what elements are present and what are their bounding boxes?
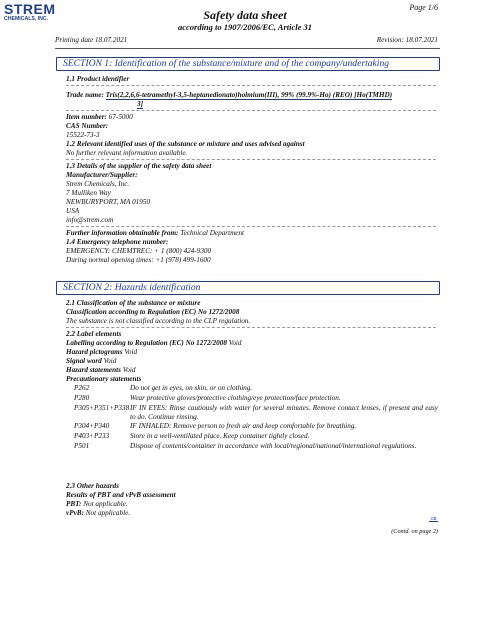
- supplier-heading: 1.3 Details of the supplier of the safety data sheet: [66, 162, 212, 170]
- divider: [66, 226, 436, 227]
- divider: [66, 110, 436, 111]
- statement-code: P403+P233: [74, 432, 110, 441]
- statement-code: P304+P340: [74, 422, 110, 431]
- precautionary-heading: Precautionary statements: [66, 375, 142, 383]
- table-row: [74, 442, 438, 451]
- page-number: Page 1/6: [409, 3, 438, 12]
- opening-hours-number: During normal opening times: +1 (978) 499-1600: [66, 256, 211, 264]
- uses-text: No further relevant information available.: [66, 149, 188, 157]
- other-hazards-heading: 2.3 Other hazards: [66, 482, 119, 490]
- manufacturer-label: Manufacturer/Supplier:: [66, 171, 138, 179]
- vpvb-row: [66, 509, 438, 518]
- cas-value: 15522-73-3: [66, 131, 100, 139]
- logo-wordmark: STREM: [4, 1, 56, 17]
- statement-code: P305+P351+P338: [74, 403, 130, 412]
- further-info-value: Technical Department: [180, 229, 245, 237]
- signal-word-value: Void: [103, 357, 117, 365]
- email-link[interactable]: info@strem.com: [66, 216, 114, 224]
- trade-name-label: Trade name:: [66, 91, 104, 99]
- statement-text: Store in a well-ventilated place. Keep container tightly closed.: [130, 432, 310, 441]
- company-name: Strem Chemicals, Inc.: [66, 180, 130, 188]
- signal-word-row: [66, 357, 438, 366]
- header-divider: [55, 48, 440, 49]
- logo-subtitle: CHEMICALS, INC.: [4, 16, 49, 22]
- statement-text: Dispose of contents/container in accordance with local/regional/national/international regulations.: [130, 441, 417, 450]
- table-row: [74, 432, 438, 441]
- street-address: 7 Mulliken Way: [66, 189, 111, 197]
- pictograms-value: Void: [124, 348, 138, 356]
- section1-heading: SECTION 1: Identification of the substance/mixture and of the company/undertaking: [56, 57, 440, 71]
- document-title: Safety data sheet: [203, 8, 287, 22]
- hazard-statements-row: [66, 366, 438, 375]
- statement-text: Wear protective gloves/protective clothing/eye protection/face protection.: [130, 393, 341, 402]
- language-code: GB: [430, 516, 437, 521]
- classification-regulation: Classification according to Regulation (EC) No 1272/2008: [66, 308, 240, 316]
- classification-heading: 2.1 Classification of the substance or mixture: [66, 299, 201, 307]
- trade-name-continuation: 3]: [137, 100, 143, 108]
- document-subtitle: according to 1907/2006/EC, Article 31: [177, 22, 313, 32]
- item-number-label: Item number:: [66, 113, 107, 121]
- table-row: [74, 404, 438, 422]
- emergency-heading: 1.4 Emergency telephone number:: [66, 238, 169, 246]
- vpvb-label: vPvB:: [66, 509, 84, 517]
- cas-label: CAS Number:: [66, 122, 109, 130]
- table-row: [74, 422, 438, 431]
- printing-date: Printing date 18.07.2021: [55, 36, 128, 44]
- revision-date: Revision: 18.07.2021: [376, 36, 438, 44]
- statement-code: P280: [74, 393, 90, 402]
- pbt-row: [66, 500, 438, 509]
- pictograms-row: [66, 348, 438, 357]
- table-row: [74, 384, 438, 393]
- table-row: [74, 394, 438, 403]
- divider: [66, 159, 436, 160]
- labelling-label: Labelling according to Regulation (EC) No 1272/2008: [66, 339, 227, 347]
- hazard-statements-value: Void: [122, 366, 136, 374]
- item-number-value: 67-5000: [108, 113, 133, 121]
- classification-text: The substance is not classified according to the CLP regulation.: [66, 317, 251, 325]
- statement-text: Do not get in eyes, on skin, or on clothing.: [130, 384, 253, 392]
- statement-text: IF INHALED: Remove person to fresh air and keep comfortable for breathing.: [130, 422, 357, 431]
- pbt-label: PBT:: [66, 500, 82, 508]
- continued-note: (Contd. on page 2): [391, 528, 438, 535]
- labelling-value: Void: [228, 339, 242, 347]
- city-address: NEWBURYPORT, MA 01950: [66, 198, 151, 206]
- trade-name-row: [66, 91, 438, 100]
- pictograms-label: Hazard pictograms: [66, 348, 123, 356]
- emergency-number: EMERGENCY: CHEMTREC: + 1 (800) 424-9300: [66, 247, 212, 255]
- statement-code: P262: [74, 384, 90, 392]
- signal-word-label: Signal word: [66, 357, 102, 365]
- country: USA: [66, 207, 80, 215]
- vpvb-value: Not applicable.: [85, 509, 131, 517]
- uses-heading: 1.2 Relevant identified uses of the substance or mixture and uses advised against: [66, 140, 305, 148]
- label-elements-heading: 2.2 Label elements: [66, 330, 122, 338]
- item-number-row: [66, 113, 438, 122]
- pbt-value: Not applicable.: [83, 500, 128, 508]
- further-info-label: Further information obtainable from:: [66, 229, 179, 237]
- pbt-assessment-heading: Results of PBT and vPvB assessment: [66, 491, 176, 499]
- hazard-statements-label: Hazard statements: [66, 366, 121, 374]
- divider: [66, 85, 436, 86]
- section2-heading: SECTION 2: Hazards identification: [56, 281, 440, 295]
- trade-name-value: Tris(2,2,6,6-tetramethyl-3,5-heptanedionato)holmium(III), 99% (99.9%-Ho) (REO) [Ho(TMHD): [105, 91, 393, 99]
- statement-text: IF IN EYES: Rinse cautiously with water for several minutes. Remove contact lenses, if present and easy to do. Continue rinsing.: [130, 403, 438, 421]
- statement-code: P501: [74, 441, 90, 450]
- further-info-row: [66, 229, 438, 238]
- precautionary-statements-table: [74, 384, 438, 451]
- product-identifier-heading: 1.1 Product identifier: [66, 75, 130, 83]
- divider: [66, 327, 436, 328]
- labelling-row: [66, 339, 438, 348]
